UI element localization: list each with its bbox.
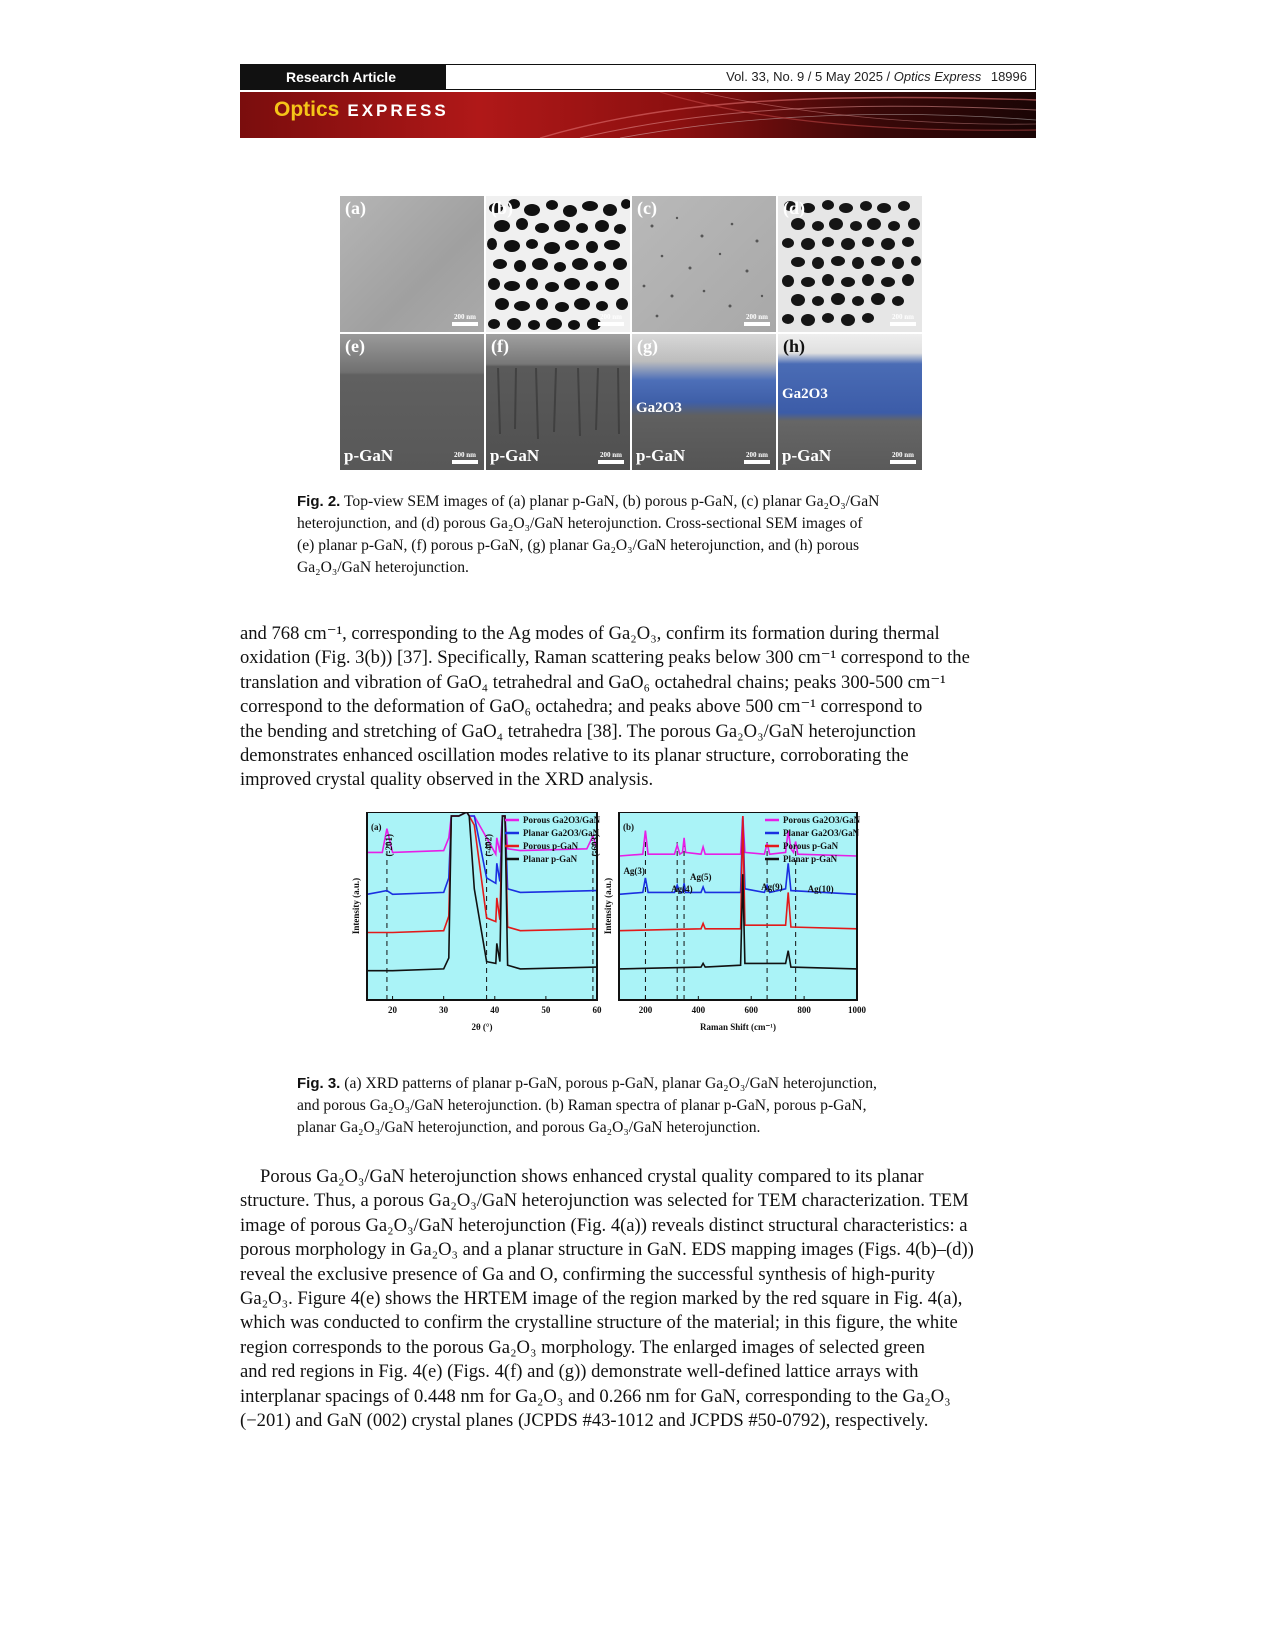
x-tick-label: 60 — [592, 1005, 602, 1015]
scale-bar: 200 nm — [744, 451, 770, 464]
material-label: p-GaN — [636, 446, 686, 465]
caption-line: (a) XRD patterns of planar p-GaN, porous p-GaN, planar Ga₂O₃/GaN heterojunction, — [344, 1075, 877, 1092]
text-line: interplanar spacings of 0.448 nm for Ga₂O₃ and 0.266 nm for GaN, corresponding to the Ga₂O₃ — [240, 1385, 951, 1407]
top-material-label: Ga2O3 — [782, 386, 828, 402]
caption-line: (e) planar p-GaN, (f) porous p-GaN, (g) planar Ga₂O₃/GaN heterojunction, and (h) porous — [297, 537, 860, 554]
scale-bar: 200 nm — [890, 313, 916, 326]
material-label: p-GaN — [490, 446, 540, 465]
material-label: p-GaN — [344, 446, 394, 465]
text-line: image of porous Ga₂O₃/GaN heterojunction (Fig. 4(a)) reveals distinct structural characteristics: a — [240, 1214, 968, 1236]
legend-label: Porous Ga2O3/GaN — [783, 815, 861, 825]
panel-label: (a) — [371, 822, 382, 832]
figure-2-caption — [297, 491, 977, 579]
panel-label: (b) — [491, 198, 513, 218]
caption-line: heterojunction, and (d) porous Ga₂O₃/GaN heterojunction. Cross-sectional SEM images of — [297, 515, 863, 532]
material-label: p-GaN — [782, 446, 832, 465]
sem-panel-h — [778, 334, 922, 470]
peak-label: Ag(4) — [671, 884, 693, 894]
scale-bar: 200 nm — [598, 451, 624, 464]
sem-panel-e — [340, 334, 484, 470]
peak-label: (-201) — [383, 834, 394, 857]
panel-label: (b) — [623, 822, 634, 832]
legend-label: Planar p-GaN — [783, 854, 838, 864]
text-line: Porous Ga₂O₃/GaN heterojunction shows enhanced crystal quality compared to its planar — [260, 1166, 924, 1187]
journal-logo-sub: EXPRESS — [347, 101, 449, 120]
scale-bar: 200 nm — [744, 313, 770, 326]
scale-bar: 200 nm — [598, 313, 624, 326]
journal-banner — [240, 92, 1036, 138]
citation — [726, 64, 1027, 90]
text-line: the bending and stretching of GaO₄ tetrahedra [38]. The porous Ga₂O₃/GaN heterojunction — [240, 720, 916, 742]
legend-label: Porous p-GaN — [783, 841, 839, 851]
caption-label: Fig. 3. — [297, 1075, 341, 1092]
panel-label: (a) — [345, 198, 366, 218]
sem-panel-c — [632, 196, 776, 332]
figure-3-caption — [297, 1073, 977, 1139]
sem-panel-b — [486, 196, 630, 332]
text-line: structure. Thus, a porous Ga₂O₃/GaN heterojunction was selected for TEM characterization. TEM — [240, 1190, 969, 1212]
sem-panel-g — [632, 334, 776, 470]
panel-label: (c) — [637, 198, 657, 218]
text-line: which was conducted to confirm the crystalline structure of the material; in this figure, the white — [240, 1312, 958, 1334]
peak-label: (-402) — [483, 834, 494, 857]
body-paragraph-1 — [240, 622, 1030, 793]
panel-label: (f) — [491, 336, 509, 356]
x-tick-label: 30 — [439, 1005, 449, 1015]
scale-bar: 200 nm — [452, 313, 478, 326]
sem-panel-d — [778, 196, 922, 332]
top-material-label: Ga2O3 — [636, 400, 682, 416]
scale-bar: 200 nm — [452, 451, 478, 464]
panel-label: (e) — [345, 336, 365, 356]
x-tick-label: 50 — [541, 1005, 551, 1015]
x-tick-label: 800 — [797, 1005, 811, 1015]
raman-chart — [603, 812, 867, 1032]
x-tick-label: 20 — [388, 1005, 398, 1015]
y-axis-label: Intensity (a.u.) — [603, 877, 613, 935]
y-axis-label: Intensity (a.u.) — [351, 877, 361, 935]
journal-name: Optics Express — [893, 69, 982, 84]
text-line: (−201) and GaN (002) crystal planes (JCPDS #43-1012 and JCPDS #50-0792), respectively. — [240, 1410, 929, 1432]
text-line: translation and vibration of GaO₄ tetrahedral and GaO₆ octahedral chains; peaks 300-500 cm⁻¹ — [240, 671, 946, 693]
text-line: and 768 cm⁻¹, corresponding to the Ag modes of Ga₂O₃, confirm its formation during thermal — [240, 623, 940, 644]
x-axis-label: 2θ (°) — [471, 1022, 493, 1032]
x-tick-label: 1000 — [848, 1005, 866, 1015]
peak-label: Ag(3) — [623, 866, 645, 876]
text-line: demonstrates enhanced oscillation modes relative to its planar structure, corroborating the — [240, 745, 909, 767]
figure-3-charts — [345, 812, 920, 1060]
article-type-label: Research Article — [240, 64, 446, 90]
panel-label: (g) — [637, 336, 658, 356]
caption-line: Top-view SEM images of (a) planar p-GaN, (b) porous p-GaN, (c) planar Ga₂O₃/GaN — [343, 493, 880, 510]
text-line: and red regions in Fig. 4(e) (Figs. 4(f) and (g)) demonstrate well-defined lattice arrays with — [240, 1361, 919, 1383]
caption-line: Ga₂O₃/GaN heterojunction. — [297, 559, 469, 576]
text-line: porous morphology in Ga₂O₃ and a planar structure in GaN. EDS mapping images (Figs. 4(b)–(d)) — [240, 1239, 974, 1261]
legend-label: Planar Ga2O3/GaN — [783, 828, 860, 838]
peak-label: Ag(10) — [807, 884, 834, 894]
caption-line: and porous Ga₂O₃/GaN heterojunction. (b) Raman spectra of planar p-GaN, porous p-GaN, — [297, 1097, 867, 1114]
x-axis-label: Raman Shift (cm⁻¹) — [700, 1022, 776, 1032]
peak-label: Ag(9) — [761, 882, 783, 892]
legend-label: Planar Ga2O3/GaN — [523, 828, 600, 838]
x-tick-label: 600 — [744, 1005, 758, 1015]
legend-label: Planar p-GaN — [523, 854, 578, 864]
x-tick-label: 400 — [691, 1005, 706, 1015]
sem-panel-f — [486, 334, 630, 470]
journal-logo-brand: Optics — [274, 98, 340, 121]
panel-label: (d) — [783, 198, 805, 218]
text-line: reveal the exclusive presence of Ga and O, confirming the successful synthesis of high-purity — [240, 1263, 935, 1285]
caption-line: planar Ga₂O₃/GaN heterojunction, and porous Ga₂O₃/GaN heterojunction. — [297, 1119, 761, 1136]
xrd-chart — [351, 812, 602, 1032]
text-line: improved crystal quality observed in the XRD analysis. — [240, 769, 654, 791]
text-line: Ga₂O₃. Figure 4(e) shows the HRTEM image of the region marked by the red square in Fig. 4(a), — [240, 1288, 963, 1310]
panel-label: (h) — [783, 336, 805, 356]
legend-label: Porous Ga2O3/GaN — [523, 815, 601, 825]
page-number: 18996 — [990, 69, 1027, 84]
text-line: correspond to the deformation of GaO₆ octahedra; and peaks above 500 cm⁻¹ correspond to — [240, 696, 923, 718]
journal-logo — [274, 98, 449, 122]
body-paragraph-2 — [240, 1165, 1030, 1433]
figure-2-sem-grid — [340, 196, 930, 472]
text-line: oxidation (Fig. 3(b)) [37]. Specifically, Raman scattering peaks below 300 cm⁻¹ correspond to the — [240, 647, 970, 669]
scale-bar: 200 nm — [890, 451, 916, 464]
peak-label: (-603) — [589, 834, 600, 857]
text-line: region corresponds to the porous Ga₂O₃ morphology. The enlarged images of selected green — [240, 1336, 925, 1358]
peak-label: Ag(5) — [690, 872, 712, 882]
x-tick-label: 200 — [638, 1005, 653, 1015]
sem-panel-a — [340, 196, 484, 332]
caption-label: Fig. 2. — [297, 493, 341, 510]
citation-prefix: Vol. 33, No. 9 / 5 May 2025 / — [726, 69, 891, 84]
x-tick-label: 40 — [490, 1005, 500, 1015]
legend-label: Porous p-GaN — [523, 841, 579, 851]
